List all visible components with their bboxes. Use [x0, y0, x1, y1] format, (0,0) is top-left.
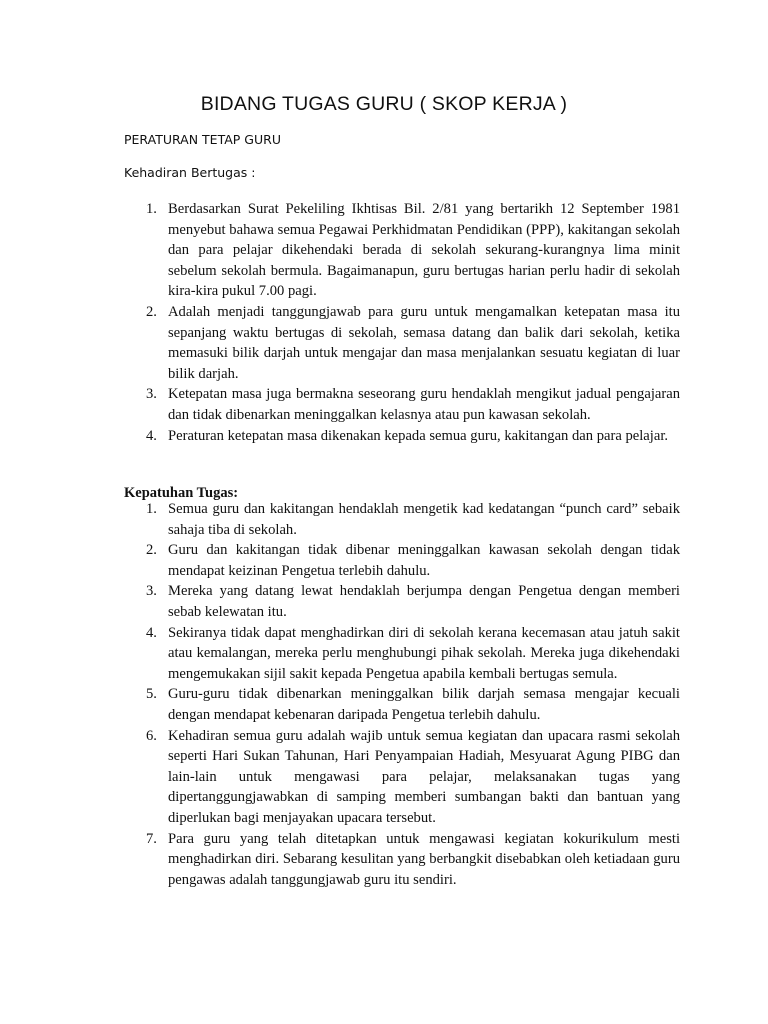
item-text: Adalah menjadi tanggungjawab para guru untuk mengamalkan ketepatan masa itu sepanjang waktu bertugas di sekolah, semasa datang dan balik dari sekolah, ketika memasuki bilik darjah untuk mengajar dan masa menjalankan sesuatu kegiatan di luar bilik darjah.: [168, 303, 680, 382]
item-text: Peraturan ketepatan masa dikenakan kepada semua guru, kakitangan dan para pelajar.: [168, 427, 669, 444]
document-title: BIDANG TUGAS GURU ( SKOP KERJA ): [200, 93, 568, 115]
list-item: [124, 684, 680, 725]
item-number: 6.: [146, 727, 157, 744]
list-item: [124, 302, 680, 384]
section-title: PERATURAN TETAP GURU: [124, 132, 281, 147]
item-text: Guru dan kakitangan tidak dibenar meninggalkan kawasan sekolah dengan tidak mendapat keizinan Pengetua terlebih dahulu.: [168, 542, 680, 579]
item-text: Semua guru dan kakitangan hendaklah mengetik kad kedatangan “punch card” sebaik sahaja tiba di sekolah.: [168, 501, 680, 538]
item-text: Mereka yang datang lewat hendaklah berjumpa dengan Pengetua dengan memberi sebab kelewatan itu.: [168, 583, 680, 620]
list-item: [124, 384, 680, 425]
item-number: 1.: [146, 501, 157, 517]
kepatuhan-heading: Kepatuhan Tugas:: [124, 485, 239, 501]
item-text: Ketepatan masa juga bermakna seseorang guru hendaklah mengikut jadual pengajaran dan tidak dibenarkan meninggalkan kelasnya atau pun kawasan sekolah.: [168, 386, 680, 423]
list-item: [124, 499, 680, 540]
list-item: [124, 829, 680, 891]
list-item: [124, 426, 680, 447]
list-item: [124, 540, 680, 581]
item-text: Sekiranya tidak dapat menghadirkan diri di sekolah kerana kecemasan atau jatuh sakit atau kemalangan, mereka perlu menghubungi pihak sekolah. Mereka juga dikehendaki mengemukakan sijil sakit kepada Pengetua apabila kembali bertugas semula.: [168, 624, 680, 682]
item-number: 2.: [146, 303, 157, 320]
item-number: 4.: [146, 624, 157, 641]
item-text: Para guru yang telah ditetapkan untuk mengawasi kegiatan kokurikulum mesti menghadirkan diri. Sebarang kesulitan yang berbangkit disebabkan oleh ketiadaan guru pengawas adalah tanggungjawab guru itu sendiri.: [168, 830, 680, 888]
kepatuhan-list: [124, 499, 680, 890]
item-number: 3.: [146, 583, 157, 600]
item-number: 2.: [146, 542, 157, 559]
item-number: 4.: [146, 427, 157, 444]
list-item: [124, 581, 680, 622]
list-item: [124, 726, 680, 829]
kehadiran-heading: Kehadiran Bertugas :: [124, 165, 256, 180]
list-item: [124, 623, 680, 685]
item-text: Berdasarkan Surat Pekeliling Ikhtisas Bil. 2/81 yang bertarikh 12 September 1981 menyebut bahawa semua Pegawai Perkhidmatan Pendidikan (PPP), kakitangan sekolah dan para pelajar dikehendaki berada di sekolah sekurang-kurangnya lima minit sebelum sekolah bermula. Bagaimanapun, guru bertugas harian perlu hadir di sekolah kira-kira pukul 7.00 pagi.: [168, 201, 680, 300]
kehadiran-list: [124, 199, 680, 446]
list-item: [124, 199, 680, 302]
item-number: 3.: [146, 386, 157, 403]
item-number: 7.: [146, 830, 157, 847]
item-number: 5.: [146, 686, 157, 703]
item-text: Kehadiran semua guru adalah wajib untuk semua kegiatan dan upacara rasmi sekolah seperti Hari Sukan Tahunan, Hari Penyampaian Hadiah, Mesyuarat Agung PIBG dan lain-lain untuk mengawasi para pelajar, melaksanakan tugas yang dipertanggungjawabkan di samping memberi sumbangan bakti dan bantuan yang diperlukan bagi menjayakan upacara tersebut.: [168, 727, 680, 826]
item-number: 1.: [146, 201, 157, 217]
item-text: Guru-guru tidak dibenarkan meninggalkan bilik darjah semasa mengajar kecuali dengan mendapat kebenaran daripada Pengetua terlebih dahulu.: [168, 686, 680, 723]
